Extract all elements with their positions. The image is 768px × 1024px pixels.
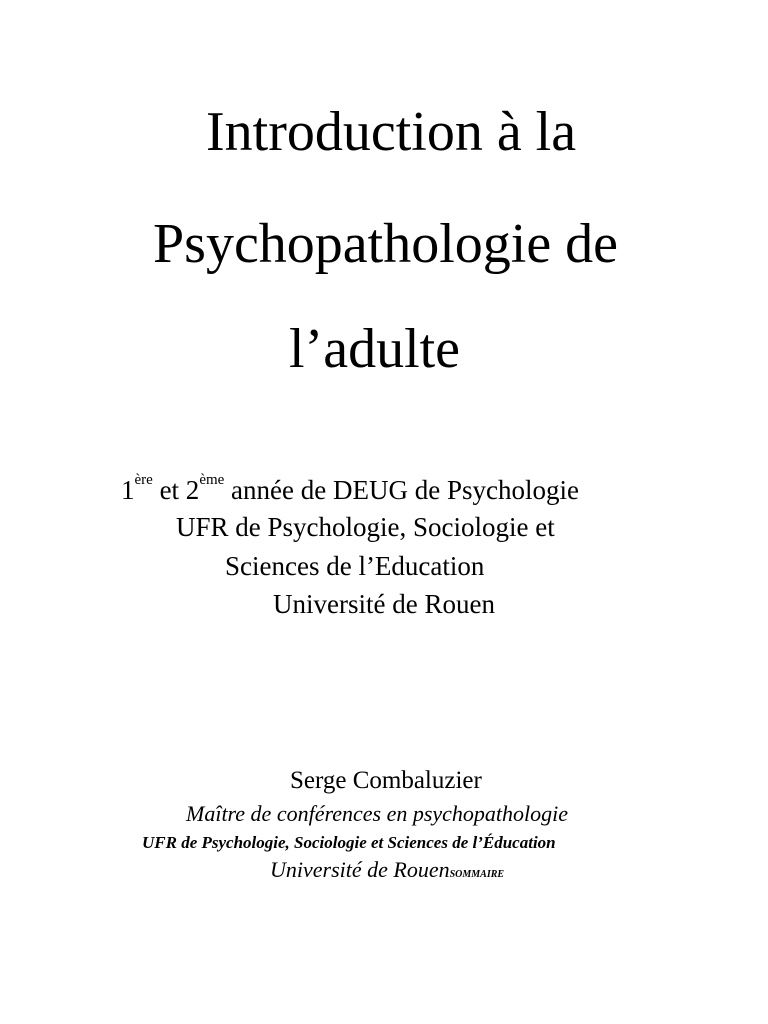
year2-superscript: ème [199,472,225,488]
title-line-2: Psychopathologie de [153,213,619,275]
year1-number: 1 [121,475,135,505]
year1-superscript: ère [134,472,153,488]
author-role: Maître de conférences en psychopathologie [186,801,569,826]
faculty-line-1: UFR de Psychologie, Sociologie et [176,512,555,542]
author-department: UFR de Psychologie, Sociologie et Sciences de l’Éducation [142,833,556,852]
program-university: Université de Rouen [273,589,495,619]
course-name: année de DEUG de Psychologie [224,475,579,505]
author-university-line [270,859,504,881]
faculty-line-2: Sciences de l’Education [225,551,485,581]
title-line-3: l’adulte [289,318,461,380]
program-years-line [121,472,579,505]
title-line-1: Introduction à la [206,101,577,163]
sommaire-label: SOMMAIRE [449,869,505,880]
author-university: Université de Rouen [270,857,450,882]
author-name: Serge Combaluzier [290,767,482,794]
year2-connector: et 2 [152,475,200,505]
